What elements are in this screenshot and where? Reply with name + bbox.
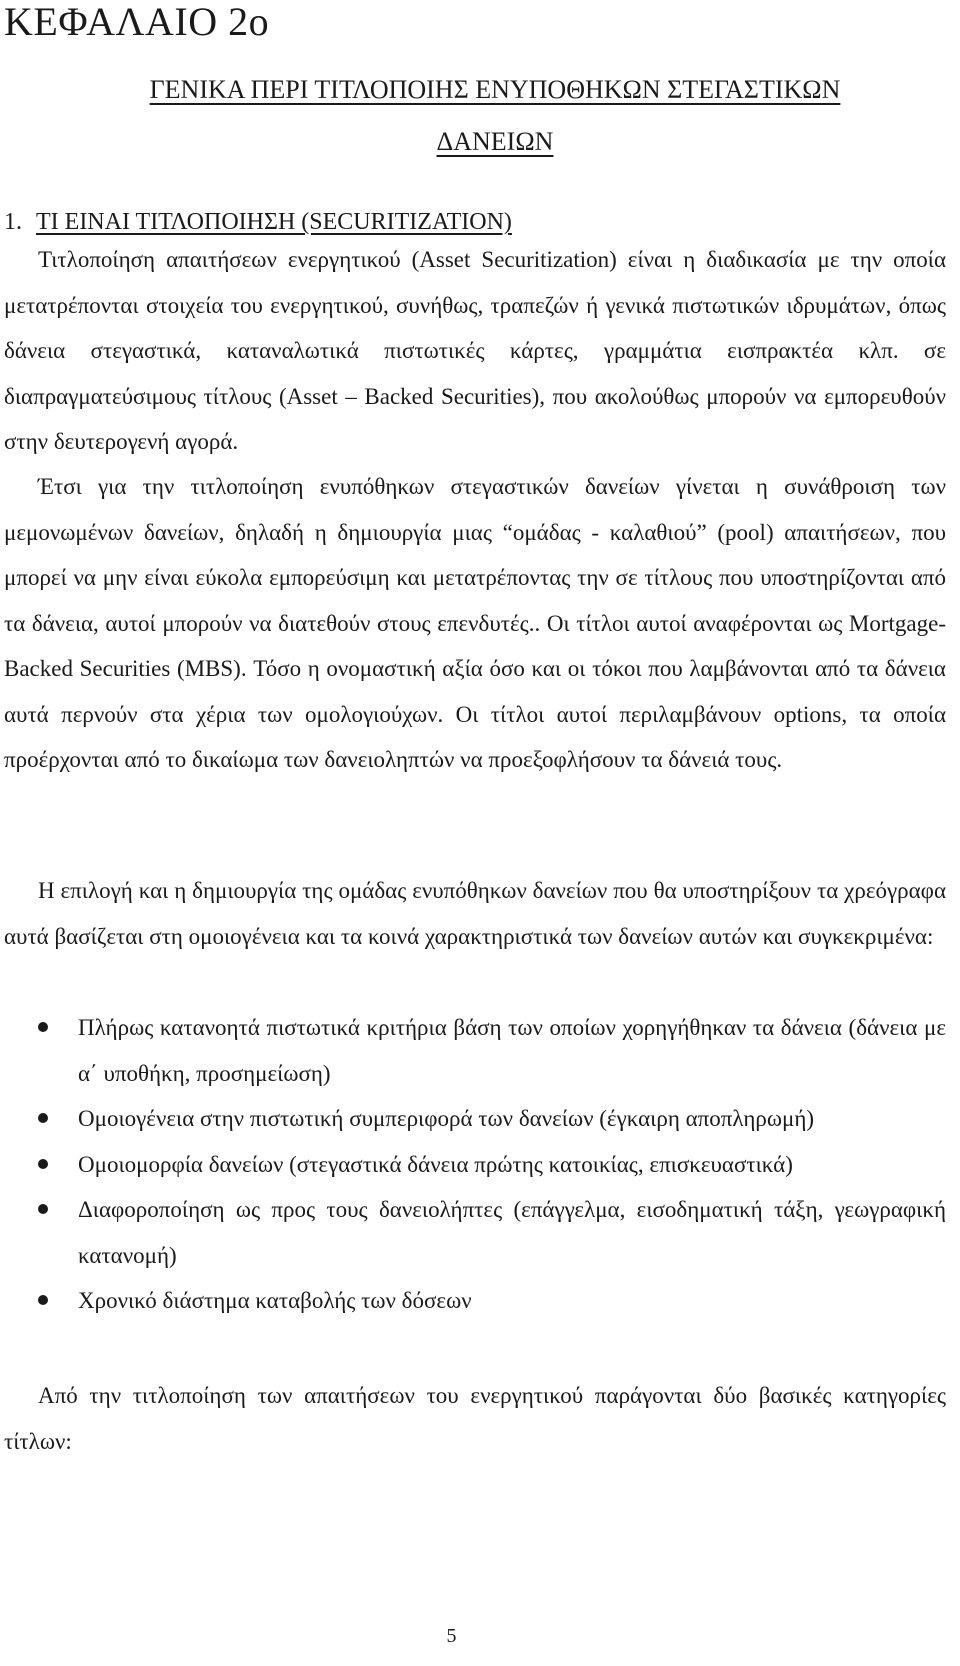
page-number: 5 xyxy=(446,1625,457,1647)
chapter-title: ΚΕΦΑΛΑΙΟ 2ο xyxy=(4,0,270,44)
bullet-item xyxy=(4,1142,946,1188)
bullet-text: Ομοιομορφία δανείων (στεγαστικά δάνεια πρώτης κατοικίας, επισκευαστικά) xyxy=(78,1151,793,1177)
bullet-text: Διαφοροποίηση ως προς τους δανειολήπτες (επάγγελμα, εισοδηματική τάξη, γεωγραφική κατανομή) xyxy=(78,1197,946,1268)
bullet-dot-icon xyxy=(38,1204,48,1214)
subheading-number: 1. xyxy=(4,209,22,235)
paragraph-title-categories: Από την τιτλοποίηση των απαιτήσεων του ενεργητικού παράγονται δύο βασικές κατηγορίες τίτλων: xyxy=(4,1383,946,1454)
bullet-dot-icon xyxy=(38,1022,48,1032)
bullet-text: Ομοιογένεια στην πιστωτική συμπεριφορά των δανείων (έγκαιρη αποπληρωμή) xyxy=(78,1106,814,1131)
bullet-item xyxy=(4,1096,946,1142)
bullet-dot-icon xyxy=(38,1295,48,1305)
bullet-dot-icon xyxy=(38,1159,48,1169)
bullet-text: Χρονικό διάστημα καταβολής των δόσεων xyxy=(78,1288,472,1313)
subheading xyxy=(4,208,512,236)
paragraph-pool-selection: Η επιλογή και η δημιουργία της ομάδας ενυπόθηκων δανείων που θα υποστηρίξουν τα χρεόγραφα αυτά βασίζεται στη ομοιογένεια και τα κοινά χαρακτηριστικά των δανείων αυτών και συγκεκριμένα: xyxy=(4,878,946,949)
subheading-text: ΤΙ ΕΙΝΑΙ ΤΙΤΛΟΠΟΙΗΣΗ (SECURITIZATION) xyxy=(36,209,512,235)
criteria-bullet-list xyxy=(4,1005,946,1324)
section-heading-line-1: ΓΕΝΙΚΑ ΠΕΡΙ ΤΙΤΛΟΠΟΙΗΣ ΕΝΥΠΟΘΗΚΩΝ ΣΤΕΓΑΣΤΙΚΩΝ xyxy=(149,75,841,104)
bullet-text: Πλήρως κατανοητά πιστωτικά κριτήρια βάση των οποίων χορηγήθηκαν τα δάνεια (δάνεια με α΄ υποθήκη, προσημείωση) xyxy=(78,1015,946,1086)
paragraph-securitization-definition: Τιτλοποίηση απαιτήσεων ενεργητικού (Asset Securitization) είναι η διαδικασία με την οποία μετατρέπονται στοιχεία του ενεργητικού, συνήθως, τραπεζών ή γενικά πιστωτικών ιδρυμάτων, όπως δάνεια στεγαστικά, καταναλωτικά πιστωτικές κάρτες, γραμμάτια εισπρακτέα κλπ. σε διαπραγματεύσιμους τίτλους (Asset – Backed Securities), που ακολούθως μπορούν να εμπορευθούν στην δευτερογενή αγορά. xyxy=(4,247,946,454)
bullet-item xyxy=(4,1005,946,1096)
bullet-dot-icon xyxy=(38,1113,48,1123)
paragraph-mbs-pooling: Έτσι για την τιτλοποίηση ενυπόθηκων στεγαστικών δανείων γίνεται η συνάθροιση των μεμονωμένων δανείων, δηλαδή η δημιουργία μιας “ομάδας - καλαθιού” (pool) απαιτήσεων, που μπορεί να μην είναι εύκολα εμπορεύσιμη και μετατρέποντας την σε τίτλους που υποστηρίζονται από τα δάνεια, αυτοί μπορούν να διατεθούν στους επενδυτές.. Οι τίτλοι αυτοί αναφέρονται ως Mortgage-Backed Securities (MBS). Τόσο η ονομαστική αξία όσο και οι τόκοι που λαμβάνονται από τα δάνεια αυτά περνούν στα χέρια των ομολογιούχων. Οι τίτλοι αυτοί περιλαμβάνουν options, τα οποία προέρχονται από το δικαίωμα των δανειοληπτών να προεξοφλήσουν τα δάνειά τους. xyxy=(4,474,946,772)
bullet-item xyxy=(4,1187,946,1278)
bullet-item xyxy=(4,1278,946,1324)
section-heading-line-2: ΔΑΝΕΙΩΝ xyxy=(436,127,554,156)
